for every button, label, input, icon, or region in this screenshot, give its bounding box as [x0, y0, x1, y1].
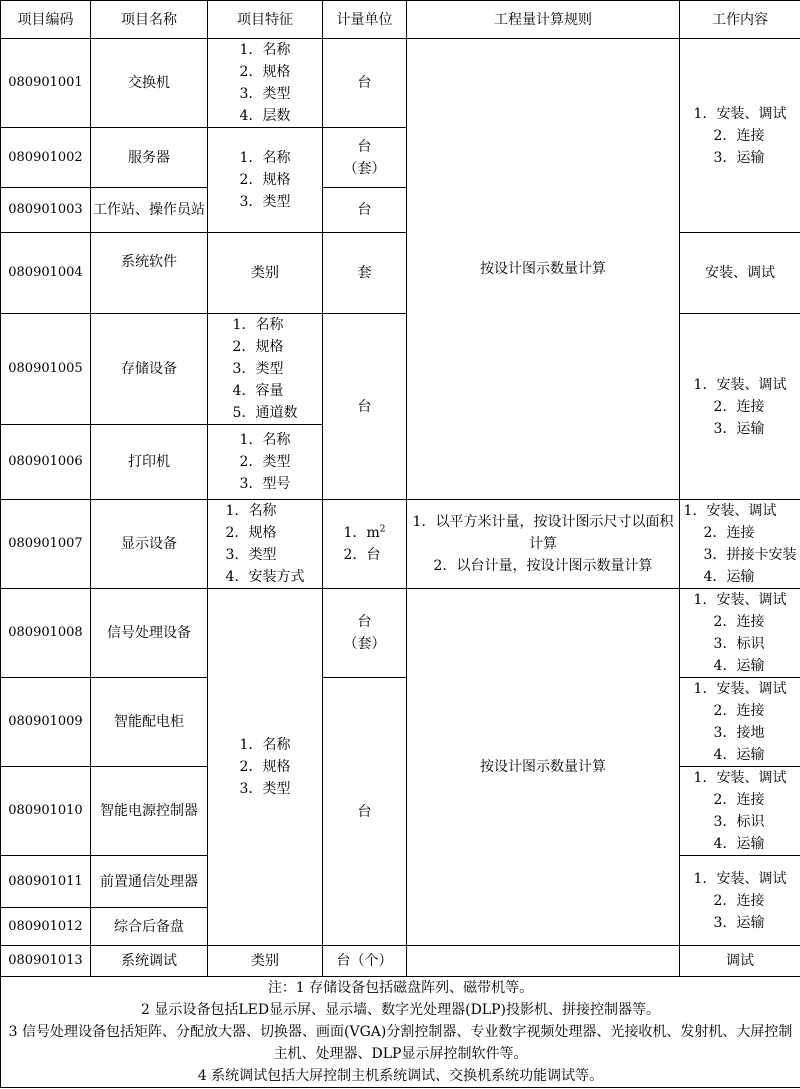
feature-list	[240, 734, 291, 800]
unit-line	[344, 522, 386, 544]
feature-line: 5．通道数	[232, 405, 298, 421]
item-code: 080901009	[1, 678, 91, 767]
feature-line: 2．规格	[232, 339, 284, 355]
work-line: 2．连接	[713, 127, 765, 144]
feature-line: 3．类型	[239, 86, 291, 102]
unit-superscript: 2	[379, 524, 386, 535]
feature-line: 4．安装方式	[225, 569, 305, 585]
item-name: 信号处理设备	[91, 589, 208, 678]
item-rule: 按设计图示数量计算	[407, 589, 680, 946]
header-code: 项目编码	[1, 1, 91, 39]
feature-line: 2．规格	[225, 525, 277, 541]
item-feature	[208, 39, 323, 128]
item-name: 前置通信处理器	[91, 856, 208, 908]
work-line: 2．连接	[703, 525, 755, 541]
item-code: 080901006	[1, 425, 91, 500]
work-line: 3．运输	[713, 149, 765, 166]
feature-list	[240, 429, 291, 495]
header-rule: 工程量计算规则	[407, 1, 680, 39]
work-line: 2．连接	[713, 614, 765, 630]
item-feature	[208, 128, 323, 233]
unit-list	[344, 522, 386, 566]
item-unit	[323, 500, 407, 589]
unit-line: 台	[357, 614, 372, 630]
work-line: 1．安装、调试	[693, 870, 787, 887]
item-unit: 套	[323, 233, 407, 314]
feature-line: 1．名称	[232, 317, 284, 333]
note-line: 2 显示设备包括LED显示屏、显示墙、数字光处理器(DLP)投影机、拼接控制器等。	[141, 1002, 660, 1018]
item-name: 综合后备盘	[91, 908, 208, 946]
item-name: 智能电源控制器	[91, 767, 208, 856]
item-unit	[323, 589, 407, 678]
item-unit: 台（个）	[323, 946, 407, 977]
item-code: 080901003	[1, 188, 91, 233]
item-code: 080901002	[1, 128, 91, 188]
work-line: 1．安装、调试	[693, 770, 787, 786]
work-list	[694, 678, 787, 766]
item-work	[680, 500, 800, 589]
item-name: 存储设备	[91, 314, 208, 425]
table-row	[1, 678, 800, 767]
item-work	[680, 678, 800, 767]
feature-line: 3．类型	[232, 361, 284, 377]
item-code: 080901010	[1, 767, 91, 856]
feature-line: 3．型号	[239, 476, 291, 492]
item-feature	[208, 589, 323, 946]
feature-line: 2．规格	[239, 759, 291, 775]
item-name: 工作站、操作员站	[91, 188, 208, 233]
work-list	[694, 374, 787, 440]
item-name: 服务器	[91, 128, 208, 188]
item-unit	[323, 128, 407, 188]
work-line: 2．连接	[713, 398, 765, 415]
item-name: 智能配电柜	[91, 678, 208, 767]
work-line: 3．接地	[713, 725, 765, 741]
work-line: 1．安装、调试	[683, 503, 777, 519]
feature-line: 1．名称	[225, 503, 277, 519]
item-unit: 台	[323, 678, 407, 946]
table-row	[1, 233, 800, 314]
feature-list	[240, 147, 291, 213]
rule-line: 2．以台计量，按设计图示数量计算	[433, 558, 653, 574]
item-name: 交换机	[91, 39, 208, 128]
feature-line: 1．名称	[239, 42, 291, 58]
work-line: 3．运输	[713, 914, 765, 931]
feature-list	[233, 314, 298, 424]
feature-line: 1．名称	[239, 150, 291, 166]
header-work: 工作内容	[680, 1, 800, 39]
item-feature	[208, 425, 323, 500]
work-line: 2．连接	[713, 792, 765, 808]
feature-line: 1．名称	[239, 432, 291, 448]
item-name: 系统软件	[91, 233, 208, 314]
work-line: 3．标识	[713, 814, 765, 830]
feature-line: 2．规格	[239, 172, 291, 188]
item-feature	[208, 314, 323, 425]
feature-line: 2．类型	[239, 454, 291, 470]
work-line: 4．运输	[703, 569, 755, 585]
work-list	[694, 103, 787, 169]
item-rule: 按设计图示数量计算	[407, 39, 680, 500]
note-line: 注：1 存储设备包括磁盘阵列、磁带机等。	[267, 980, 534, 996]
notes-row	[1, 977, 800, 1088]
feature-line: 3．类型	[225, 547, 277, 563]
work-line: 4．运输	[713, 658, 765, 674]
item-work	[680, 589, 800, 678]
item-work	[680, 767, 800, 856]
header-name: 项目名称	[91, 1, 208, 39]
item-unit: 台	[323, 188, 407, 233]
work-list	[694, 868, 787, 934]
unit-line: 2．台	[343, 547, 381, 563]
unit-line: （套）	[343, 636, 386, 652]
item-work	[680, 314, 800, 500]
feature-line: 2．规格	[239, 64, 291, 80]
item-name: 系统调试	[91, 946, 208, 977]
item-code: 080901007	[1, 500, 91, 589]
item-name: 打印机	[91, 425, 208, 500]
work-line: 1．安装、调试	[693, 376, 787, 393]
work-line: 4．运输	[713, 836, 765, 852]
header-feature: 项目特征	[208, 1, 323, 39]
item-work: 安装、调试	[680, 233, 800, 314]
work-line: 1．安装、调试	[693, 592, 787, 608]
feature-line: 4．层数	[239, 108, 291, 124]
unit-line: 台	[357, 138, 372, 155]
notes-cell	[1, 977, 800, 1088]
feature-list	[240, 39, 291, 127]
work-line: 4．运输	[713, 747, 765, 763]
table-row	[1, 39, 800, 128]
table-row	[1, 946, 800, 977]
header-row	[1, 1, 800, 39]
work-list	[684, 500, 797, 588]
feature-line: 1．名称	[239, 737, 291, 753]
work-line: 3．标识	[713, 636, 765, 652]
item-code: 080901008	[1, 589, 91, 678]
table-row	[1, 589, 800, 678]
unit-line: （套）	[343, 160, 386, 177]
feature-list	[226, 500, 305, 588]
item-unit: 台	[323, 314, 407, 500]
feature-line: 3．类型	[239, 194, 291, 210]
rule-line: 1．以平方米计量，按设计图示尺寸以面积计算	[412, 514, 674, 552]
work-line: 3．拼接卡安装	[703, 547, 797, 563]
work-list	[694, 767, 787, 855]
table-row	[1, 500, 800, 589]
table-row	[1, 314, 800, 425]
item-code: 080901005	[1, 314, 91, 425]
item-rule	[407, 500, 680, 589]
work-line: 2．连接	[713, 703, 765, 719]
feature-line: 3．类型	[239, 781, 291, 797]
work-line: 2．连接	[713, 892, 765, 909]
work-list	[694, 589, 787, 677]
item-unit: 台	[323, 39, 407, 128]
item-code: 080901011	[1, 856, 91, 908]
unit-text: 1．m	[343, 525, 380, 541]
note-line: 3 信号处理设备包括矩阵、分配放大器、切换器、画面(VGA)分割控制器、专业数字视频处理器、光接收机、发射机、大屏控制主机、处理器、DLP显示屏控制软件等。	[8, 1024, 793, 1062]
work-line: 1．安装、调试	[693, 105, 787, 122]
item-code: 080901004	[1, 233, 91, 314]
item-code: 080901012	[1, 908, 91, 946]
item-name: 显示设备	[91, 500, 208, 589]
work-line: 3．运输	[713, 420, 765, 437]
item-work	[680, 856, 800, 946]
item-work: 调试	[680, 946, 800, 977]
item-rule-empty	[407, 946, 680, 977]
item-code: 080901013	[1, 946, 91, 977]
item-feature: 类别	[208, 946, 323, 977]
note-line: 4 系统调试包括大屏控制主机系统调试、交换机系统功能调试等。	[197, 1068, 604, 1084]
header-unit: 计量单位	[323, 1, 407, 39]
item-feature: 类别	[208, 233, 323, 314]
item-feature	[208, 500, 323, 589]
item-code: 080901001	[1, 39, 91, 128]
item-work	[680, 39, 800, 233]
feature-line: 4．容量	[232, 383, 284, 399]
work-line: 1．安装、调试	[693, 681, 787, 697]
